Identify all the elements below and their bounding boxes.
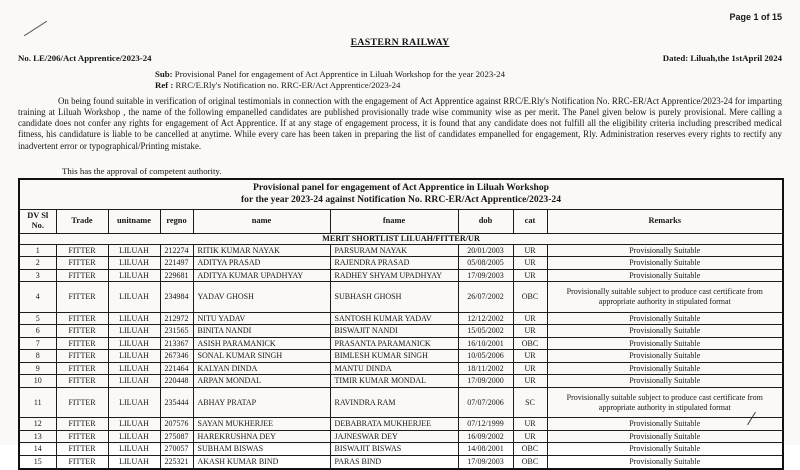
cell-dob: 10/05/2006: [458, 350, 513, 363]
cell-remarks: Provisionally Suitable: [547, 269, 783, 282]
cell-regno: 267346: [160, 350, 193, 363]
table-row: [19, 388, 783, 418]
cell-dv-sl-no: 1: [19, 244, 56, 257]
org-title-text: EASTERN RAILWAY: [350, 37, 450, 48]
cell-dv-sl-no: 5: [19, 312, 56, 325]
cell-unitname: LILUAH: [108, 456, 160, 469]
cell-fname: MANTU DINDA: [330, 362, 458, 375]
body-paragraph: On being found suitable in verification of original testimonials in connection with the engagement of Act Apprentice against RRC/E.Rly's Notification No. RRC-ER/Act Apprentice/2023-24 for imparting training at Liluah Workshop , the name of the following empanelled candidates are published provisionally trade wise community wise as per merit. The Panel given below is purely provisional. Mere calling a candidate does not confer any rights for engagement of Act Apprentice. If at any stage of engagement process, it is found that any candidate does not fulfill all the eligibility criteria including prescribed medical fitness, his candidature is liable to be cancelled at anytime. While every care has been taken in preparing the list of candidates empanelled for engagement, Rly. Administration reserves every rights to rectify any inadvertent error or typographical/Printing mistake.: [18, 95, 782, 151]
cell-regno: 213367: [160, 337, 193, 350]
cell-unitname: LILUAH: [108, 443, 160, 456]
cell-dob: 07/12/1999: [458, 418, 513, 431]
cell-trade: FITTER: [56, 418, 108, 431]
table-row: [19, 443, 783, 456]
cell-remarks: Provisionally Suitable: [547, 257, 783, 270]
cell-cat: OBC: [513, 282, 547, 312]
page-number: Page 1 of 15: [729, 12, 782, 22]
cell-cat: UR: [513, 418, 547, 431]
column-header-name: name: [193, 209, 330, 233]
cell-remarks: Provisionally suitable subject to produce cast certificate from appropriate authority in stipulated format: [547, 282, 783, 312]
reference-label: Ref :: [155, 80, 174, 91]
cell-trade: FITTER: [56, 375, 108, 388]
cell-cat: UR: [513, 312, 547, 325]
cell-fname: SANTOSH KUMAR YADAV: [330, 312, 458, 325]
cell-unitname: LILUAH: [108, 375, 160, 388]
cell-remarks: Provisionally Suitable: [547, 456, 783, 469]
cell-fname: RAVINDRA RAM: [330, 388, 458, 418]
table-row: [19, 430, 783, 443]
cell-fname: JAJNESWAR DEY: [330, 430, 458, 443]
cell-cat: UR: [513, 244, 547, 257]
cell-cat: UR: [513, 375, 547, 388]
cell-dob: 17/09/2003: [458, 456, 513, 469]
cell-name: YADAV GHOSH: [193, 282, 330, 312]
table-row: [19, 337, 783, 350]
cell-cat: UR: [513, 350, 547, 363]
cell-cat: UR: [513, 362, 547, 375]
cell-name: ADITYA PRASAD: [193, 257, 330, 270]
table-row: [19, 269, 783, 282]
cell-dob: 26/07/2002: [458, 282, 513, 312]
cell-unitname: LILUAH: [108, 269, 160, 282]
cell-dv-sl-no: 12: [19, 418, 56, 431]
cell-trade: FITTER: [56, 282, 108, 312]
table-row: [19, 362, 783, 375]
cell-cat: UR: [513, 257, 547, 270]
cell-trade: FITTER: [56, 430, 108, 443]
cell-dv-sl-no: 11: [19, 388, 56, 418]
cell-regno: 221464: [160, 362, 193, 375]
cell-regno: 229681: [160, 269, 193, 282]
cell-dv-sl-no: 13: [19, 430, 56, 443]
cell-trade: FITTER: [56, 350, 108, 363]
cell-regno: 212972: [160, 312, 193, 325]
cell-unitname: LILUAH: [108, 337, 160, 350]
column-header-trade: Trade: [56, 209, 108, 233]
table-row: [19, 456, 783, 469]
cell-cat: UR: [513, 325, 547, 338]
org-title: [0, 37, 800, 48]
cell-name: SUBHAM BISWAS: [193, 443, 330, 456]
cell-unitname: LILUAH: [108, 282, 160, 312]
cell-regno: 231565: [160, 325, 193, 338]
column-header-fname: fname: [330, 209, 458, 233]
approval-line: This has the approval of competent authority.: [62, 165, 222, 176]
cell-regno: 225321: [160, 456, 193, 469]
cell-name: KALYAN DINDA: [193, 362, 330, 375]
cell-fname: SUBHASH GHOSH: [330, 282, 458, 312]
letter-meta-row: [18, 53, 782, 63]
cell-dob: 20/01/2003: [458, 244, 513, 257]
cell-unitname: LILUAH: [108, 350, 160, 363]
cell-dob: 07/07/2006: [458, 388, 513, 418]
column-header-dv-sl-no: DV Sl No.: [19, 209, 56, 233]
cell-unitname: LILUAH: [108, 418, 160, 431]
cell-fname: BIMLESH KUMAR SINGH: [330, 350, 458, 363]
cell-trade: FITTER: [56, 244, 108, 257]
cell-regno: 221497: [160, 257, 193, 270]
cell-cat: OBC: [513, 443, 547, 456]
table-row: [19, 257, 783, 270]
cell-trade: FITTER: [56, 257, 108, 270]
cell-regno: 234984: [160, 282, 193, 312]
cell-cat: OBC: [513, 337, 547, 350]
cell-trade: FITTER: [56, 388, 108, 418]
cell-trade: FITTER: [56, 443, 108, 456]
cell-name: ABHAY PRATAP: [193, 388, 330, 418]
cell-fname: PARSURAM NAYAK: [330, 244, 458, 257]
cell-fname: RAJENDRA PRASAD: [330, 257, 458, 270]
cell-trade: FITTER: [56, 325, 108, 338]
cell-fname: DEBABRATA MUKHERJEE: [330, 418, 458, 431]
table-row: [19, 350, 783, 363]
cell-unitname: LILUAH: [108, 430, 160, 443]
table-title-line2: for the year 2023-24 against Notification No. RRC-ER/Act Apprentice/2023-24: [240, 194, 562, 206]
cell-trade: FITTER: [56, 269, 108, 282]
table-title-row: [19, 179, 783, 209]
cell-unitname: LILUAH: [108, 362, 160, 375]
table-title-line1: Provisional panel for engagement of Act Apprentice in Liluah Workshop: [253, 181, 549, 193]
subject-label: Sub:: [155, 69, 173, 79]
cell-remarks: Provisionally Suitable: [547, 375, 783, 388]
cell-regno: 270057: [160, 443, 193, 456]
table-row: [19, 325, 783, 338]
cell-cat: UR: [513, 430, 547, 443]
cell-trade: FITTER: [56, 312, 108, 325]
cell-name: ADITYA KUMAR UPADHYAY: [193, 269, 330, 282]
cell-unitname: LILUAH: [108, 325, 160, 338]
cell-name: ARPAN MONDAL: [193, 375, 330, 388]
cell-regno: 275087: [160, 430, 193, 443]
cell-remarks: Provisionally Suitable: [547, 325, 783, 338]
cell-dv-sl-no: 2: [19, 257, 56, 270]
cell-remarks: Provisionally Suitable: [547, 244, 783, 257]
cell-dv-sl-no: 7: [19, 337, 56, 350]
cell-remarks: Provisionally Suitable: [547, 418, 783, 431]
cell-fname: BISWAJIT BISWAS: [330, 443, 458, 456]
reference-line: [155, 80, 782, 91]
cell-trade: FITTER: [56, 362, 108, 375]
merit-section-row: [19, 233, 783, 244]
cell-trade: FITTER: [56, 456, 108, 469]
cell-name: AKASH KUMAR BIND: [193, 456, 330, 469]
cell-dob: 18/11/2002: [458, 362, 513, 375]
cell-dv-sl-no: 10: [19, 375, 56, 388]
letter-number: No. LE/206/Act Apprentice/2023-24: [18, 53, 152, 63]
column-header-unitname: unitname: [108, 209, 160, 233]
cell-trade: FITTER: [56, 337, 108, 350]
table-header-row: [19, 209, 783, 233]
panel-table: [18, 178, 784, 470]
cell-dob: 15/05/2002: [458, 325, 513, 338]
cell-name: BINITA NANDI: [193, 325, 330, 338]
merit-section-title: MERIT SHORTLIST LILUAH/FITTER/UR: [19, 233, 783, 244]
cell-remarks: Provisionally Suitable: [547, 312, 783, 325]
cell-dob: 17/09/2000: [458, 375, 513, 388]
pen-stroke-mark-icon: [24, 21, 47, 37]
cell-dob: 17/09/2003: [458, 269, 513, 282]
table-row: [19, 418, 783, 431]
cell-dob: 12/12/2002: [458, 312, 513, 325]
cell-remarks: Provisionally Suitable: [547, 443, 783, 456]
cell-dv-sl-no: 8: [19, 350, 56, 363]
cell-cat: UR: [513, 269, 547, 282]
table-row: [19, 375, 783, 388]
cell-remarks: Provisionally Suitable: [547, 362, 783, 375]
cell-remarks: Provisionally suitable subject to produce cast certificate from appropriate authority in stipulated format: [547, 388, 783, 418]
cell-dv-sl-no: 9: [19, 362, 56, 375]
cell-name: RITIK KUMAR NAYAK: [193, 244, 330, 257]
column-header-regno: regno: [160, 209, 193, 233]
cell-remarks: Provisionally Suitable: [547, 350, 783, 363]
cell-unitname: LILUAH: [108, 257, 160, 270]
table-row: [19, 244, 783, 257]
cell-name: ASISH PARAMANICK: [193, 337, 330, 350]
cell-cat: SC: [513, 388, 547, 418]
cell-remarks: Provisionally Suitable: [547, 430, 783, 443]
cell-regno: 207576: [160, 418, 193, 431]
cell-name: NITU YADAV: [193, 312, 330, 325]
cell-unitname: LILUAH: [108, 312, 160, 325]
cell-dob: 14/08/2001: [458, 443, 513, 456]
reference-text: RRC/E.Rly's Notification no. RRC-ER/Act Apprentice/2023-24: [173, 80, 401, 91]
table-row: [19, 282, 783, 312]
cell-fname: PRASANTA PARAMANICK: [330, 337, 458, 350]
table-title: [19, 179, 783, 209]
cell-fname: TIMIR KUMAR MONDAL: [330, 375, 458, 388]
cell-name: HAREKRUSHNA DEY: [193, 430, 330, 443]
table-row: [19, 312, 783, 325]
cell-regno: 220448: [160, 375, 193, 388]
column-header-dob: dob: [458, 209, 513, 233]
cell-dob: 16/09/2002: [458, 430, 513, 443]
column-header-cat: cat: [513, 209, 547, 233]
cell-unitname: LILUAH: [108, 244, 160, 257]
cell-cat: OBC: [513, 456, 547, 469]
cell-dv-sl-no: 6: [19, 325, 56, 338]
cell-dob: 05/08/2005: [458, 257, 513, 270]
cell-remarks: Provisionally Suitable: [547, 337, 783, 350]
cell-dv-sl-no: 4: [19, 282, 56, 312]
letter-date: Dated: Liluah,the 1stApril 2024: [662, 53, 782, 63]
cell-dv-sl-no: 15: [19, 456, 56, 469]
cell-dv-sl-no: 3: [19, 269, 56, 282]
cell-regno: 235444: [160, 388, 193, 418]
cell-fname: PARAS BIND: [330, 456, 458, 469]
cell-fname: BISWAJIT NANDI: [330, 325, 458, 338]
cell-dob: 16/10/2001: [458, 337, 513, 350]
cell-fname: RADHEY SHYAM UPADHYAY: [330, 269, 458, 282]
cell-name: SAYAN MUKHERJEE: [193, 418, 330, 431]
cell-dv-sl-no: 14: [19, 443, 56, 456]
cell-unitname: LILUAH: [108, 388, 160, 418]
column-header-remarks: Remarks: [547, 209, 783, 233]
subject-line: [155, 69, 527, 80]
subject-text: Provisional Panel for engagement of Act Apprentice in Liluah Workshop for the year 2023-24: [172, 69, 505, 79]
cell-name: SONAL KUMAR SINGH: [193, 350, 330, 363]
cell-regno: 212274: [160, 244, 193, 257]
